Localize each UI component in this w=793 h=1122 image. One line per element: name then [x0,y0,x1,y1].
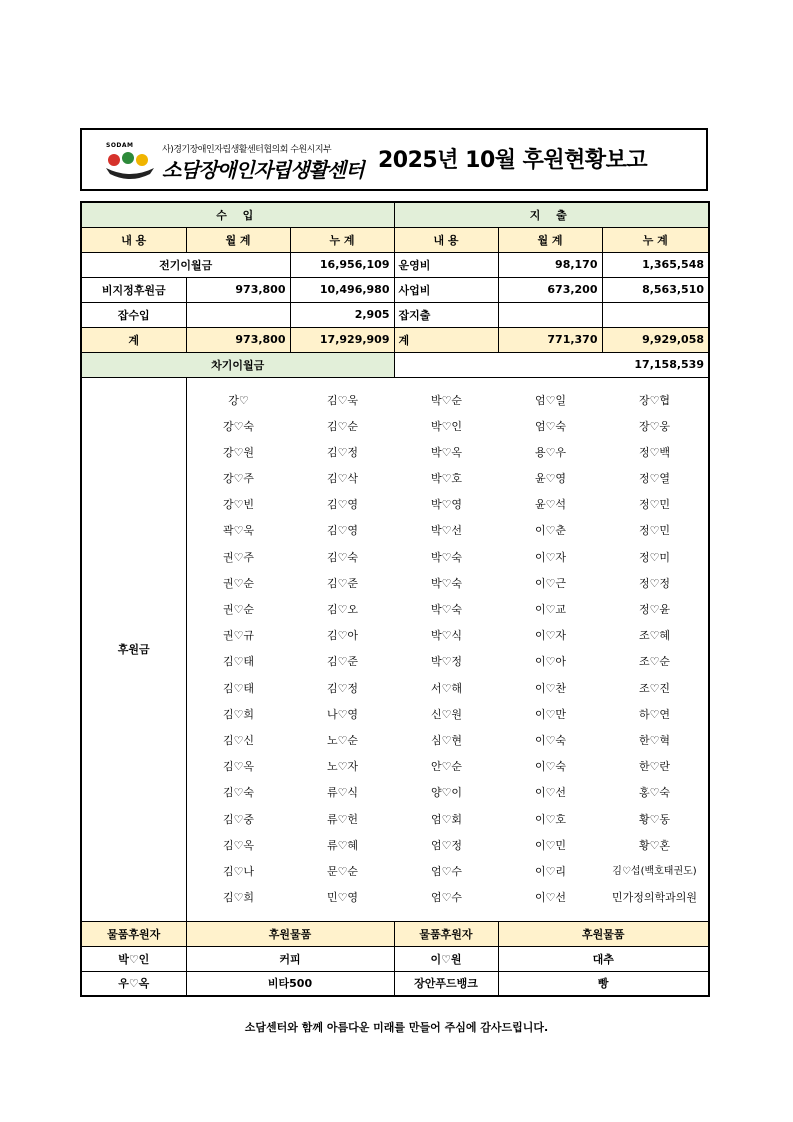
donor-name: 한♡란 [638,760,671,774]
logo-brand: SODAM [106,142,134,149]
donor-name: 박♡순 [430,393,463,407]
donor-name: 이♡호 [534,812,567,826]
expense-sum-total: 9,929,058 [602,327,709,352]
donor-name: 조♡진 [638,681,671,695]
donor-name: 김♡오 [326,603,359,616]
donor-name: 김♡숙 [222,786,255,800]
report-header [80,128,708,191]
sum-row [81,327,709,352]
donor-label: 후원금 [81,377,186,921]
page-title: 2025년 10월 후원현황보고 [378,148,648,173]
income-col-item: 내 용 [81,227,186,252]
donor-name: 김♡나 [222,864,255,878]
donor-name: 박♡정 [430,655,463,669]
income-item: 전기이월금 [81,252,290,277]
income-col-month: 월 계 [186,227,290,252]
expense-col-month: 월 계 [498,227,602,252]
goods-col-item-2: 후원물품 [498,921,709,946]
donor-name: 엄♡수 [430,891,463,905]
donor-name: 박♡옥 [430,445,463,459]
donor-name: 이♡춘 [534,524,567,538]
donor-name: 민가정의학과의원 [611,891,697,905]
report-table [80,201,710,997]
expense-month: 673,200 [498,277,602,302]
donor-name: 강♡원 [222,445,255,459]
donor-name: 김♡옥 [222,760,255,774]
income-section-title: 수 입 [81,202,394,227]
expense-col-total: 누 계 [602,227,709,252]
income-item: 잡수입 [81,302,186,327]
donor-name: 김♡준 [326,576,359,590]
donor-name: 이♡교 [534,603,567,616]
donor-name: 김♡섭(백호태권도) [612,865,697,877]
goods-item: 대추 [498,946,709,971]
table-row [81,946,709,971]
donor-name: 김♡희 [222,707,255,721]
donor-name: 김♡아 [326,629,359,643]
donor-name: 류♡헌 [326,812,359,826]
donor-name: 박♡호 [430,472,463,486]
donor-name: 강♡빈 [222,498,255,512]
donor-name: 정♡정 [638,576,671,590]
donor-name: 윤♡영 [534,472,567,486]
donor-name: 양♡이 [430,786,463,800]
donor-name: 이♡자 [534,550,567,564]
donor-name: 정♡민 [638,524,671,538]
donor-name: 이♡선 [534,786,567,800]
donor-name: 이♡리 [534,864,567,878]
donor-name: 황♡혼 [638,838,671,852]
expense-item: 운영비 [394,252,498,277]
income-month [186,302,290,327]
donor-name: 김♡태 [222,681,255,695]
expense-total [602,302,709,327]
donor-name: 황♡동 [638,812,671,826]
donor-name: 엄♡숙 [534,419,567,433]
goods-col-item-1: 후원물품 [186,921,394,946]
income-sum-total: 17,929,909 [290,327,394,352]
logo [104,140,364,182]
carryover-row [81,352,709,377]
donor-name: 정♡백 [638,445,671,459]
goods-donor: 이♡원 [394,946,498,971]
donor-name: 민♡영 [326,891,359,905]
expense-col-item: 내 용 [394,227,498,252]
donor-name: 정♡윤 [638,603,671,616]
table-row [81,277,709,302]
goods-col-donor-1: 물품후원자 [81,921,186,946]
donor-row [81,377,709,921]
donor-name: 노♡순 [326,733,359,747]
donor-name: 정♡민 [638,498,671,512]
donor-name: 용♡우 [534,445,567,459]
logo-name: 소담장애인자립생활센터 [162,158,364,182]
donor-name: 류♡혜 [326,838,359,852]
donor-name: 김♡준 [326,655,359,669]
table-row [81,971,709,996]
income-item: 비지정후원금 [81,277,186,302]
thank-you-note: 소담센터와 함께 아름다운 미래를 만들어 주심에 감사드립니다. [244,1021,549,1034]
donor-name: 권♡순 [222,576,255,590]
donor-name: 엄♡일 [534,393,567,407]
carryover-value: 17,158,539 [394,352,709,377]
donor-name: 이♡근 [534,576,567,590]
donor-name: 서♡해 [430,681,463,695]
logo-subtitle: 사)경기장애인자립생활센터협의회 수원시지부 [162,145,332,155]
donor-name: 홍♡숙 [638,786,671,800]
donor-name: 김♡정 [326,681,359,695]
donor-name: 박♡숙 [430,603,463,616]
donor-name: 강♡숙 [222,419,255,433]
donor-name: 정♡미 [638,550,671,564]
expense-month: 98,170 [498,252,602,277]
donor-name: 조♡혜 [638,629,671,643]
donor-name: 윤♡석 [534,498,567,512]
income-sum-label: 계 [81,327,186,352]
donor-name: 김♡영 [326,498,359,512]
donor-name: 김♡중 [222,812,255,826]
donor-name: 심♡현 [430,733,463,747]
donor-name: 김♡신 [222,733,255,747]
donor-name: 강♡ [228,393,249,407]
donor-name: 이♡숙 [534,760,567,774]
donor-name: 조♡순 [638,655,671,669]
donor-name: 박♡숙 [430,550,463,564]
goods-header-row [81,921,709,946]
income-total: 10,496,980 [290,277,394,302]
donor-name: 김♡옥 [222,838,255,852]
income-total: 16,956,109 [290,252,394,277]
donor-name: 한♡혁 [638,733,671,747]
expense-total: 1,365,548 [602,252,709,277]
donor-name: 신♡원 [430,707,463,721]
goods-item: 커피 [186,946,394,971]
income-total: 2,905 [290,302,394,327]
table-row [81,302,709,327]
donor-name: 이♡민 [534,838,567,852]
donor-name: 이♡만 [534,707,567,721]
donor-name: 장♡웅 [638,419,671,433]
donor-name: 엄♡수 [430,864,463,878]
donor-name: 박♡선 [430,524,463,538]
goods-col-donor-2: 물품후원자 [394,921,498,946]
donor-name: 박♡식 [430,629,463,643]
goods-donor: 박♡인 [81,946,186,971]
donor-name: 정♡열 [638,472,671,486]
donor-name: 김♡삭 [326,472,359,486]
donor-name: 엄♡회 [430,812,463,826]
donor-name: 박♡영 [430,498,463,512]
donor-name: 류♡식 [326,786,359,800]
income-month: 973,800 [186,277,290,302]
donor-name: 이♡아 [534,655,567,669]
donor-name: 김♡순 [326,419,359,433]
donor-name: 김♡욱 [326,393,359,407]
income-sum-month: 973,800 [186,327,290,352]
expense-sum-month: 771,370 [498,327,602,352]
donor-name: 장♡협 [638,393,671,407]
donor-name: 이♡선 [534,891,567,905]
goods-donor: 우♡옥 [81,971,186,996]
donor-name: 문♡순 [326,864,359,878]
donor-name: 안♡순 [430,760,463,774]
expense-sum-label: 계 [394,327,498,352]
section-header-row [81,202,709,227]
column-header-row [81,227,709,252]
donor-name: 이♡찬 [534,681,567,695]
carryover-label: 차기이월금 [81,352,394,377]
expense-section-title: 지 출 [394,202,709,227]
goods-donor: 장안푸드뱅크 [394,971,498,996]
donor-grid [187,378,709,912]
donor-name: 하♡연 [638,707,671,721]
donor-name: 김♡태 [222,655,255,669]
expense-total: 8,563,510 [602,277,709,302]
donor-name: 김♡숙 [326,550,359,564]
donor-name: 강♡주 [222,472,255,486]
donor-name: 권♡순 [222,603,255,616]
expense-item: 잡지출 [394,302,498,327]
goods-item: 빵 [498,971,709,996]
donor-name: 권♡주 [222,550,255,564]
goods-item: 비타500 [186,971,394,996]
donor-list [186,377,709,921]
donor-name: 권♡규 [222,629,255,643]
donor-name: 엄♡정 [430,838,463,852]
donor-name: 박♡인 [430,419,463,433]
donor-name: 김♡희 [222,891,255,905]
donor-name: 박♡숙 [430,576,463,590]
donor-name: 나♡영 [326,707,359,721]
donor-name: 곽♡욱 [222,524,255,538]
income-col-total: 누 계 [290,227,394,252]
donor-name: 김♡정 [326,445,359,459]
donor-name: 노♡자 [326,760,359,774]
logo-icon [104,150,156,182]
donor-name: 김♡영 [326,524,359,538]
expense-month [498,302,602,327]
expense-item: 사업비 [394,277,498,302]
donor-name: 이♡자 [534,629,567,643]
donor-name: 이♡숙 [534,733,567,747]
table-row [81,252,709,277]
